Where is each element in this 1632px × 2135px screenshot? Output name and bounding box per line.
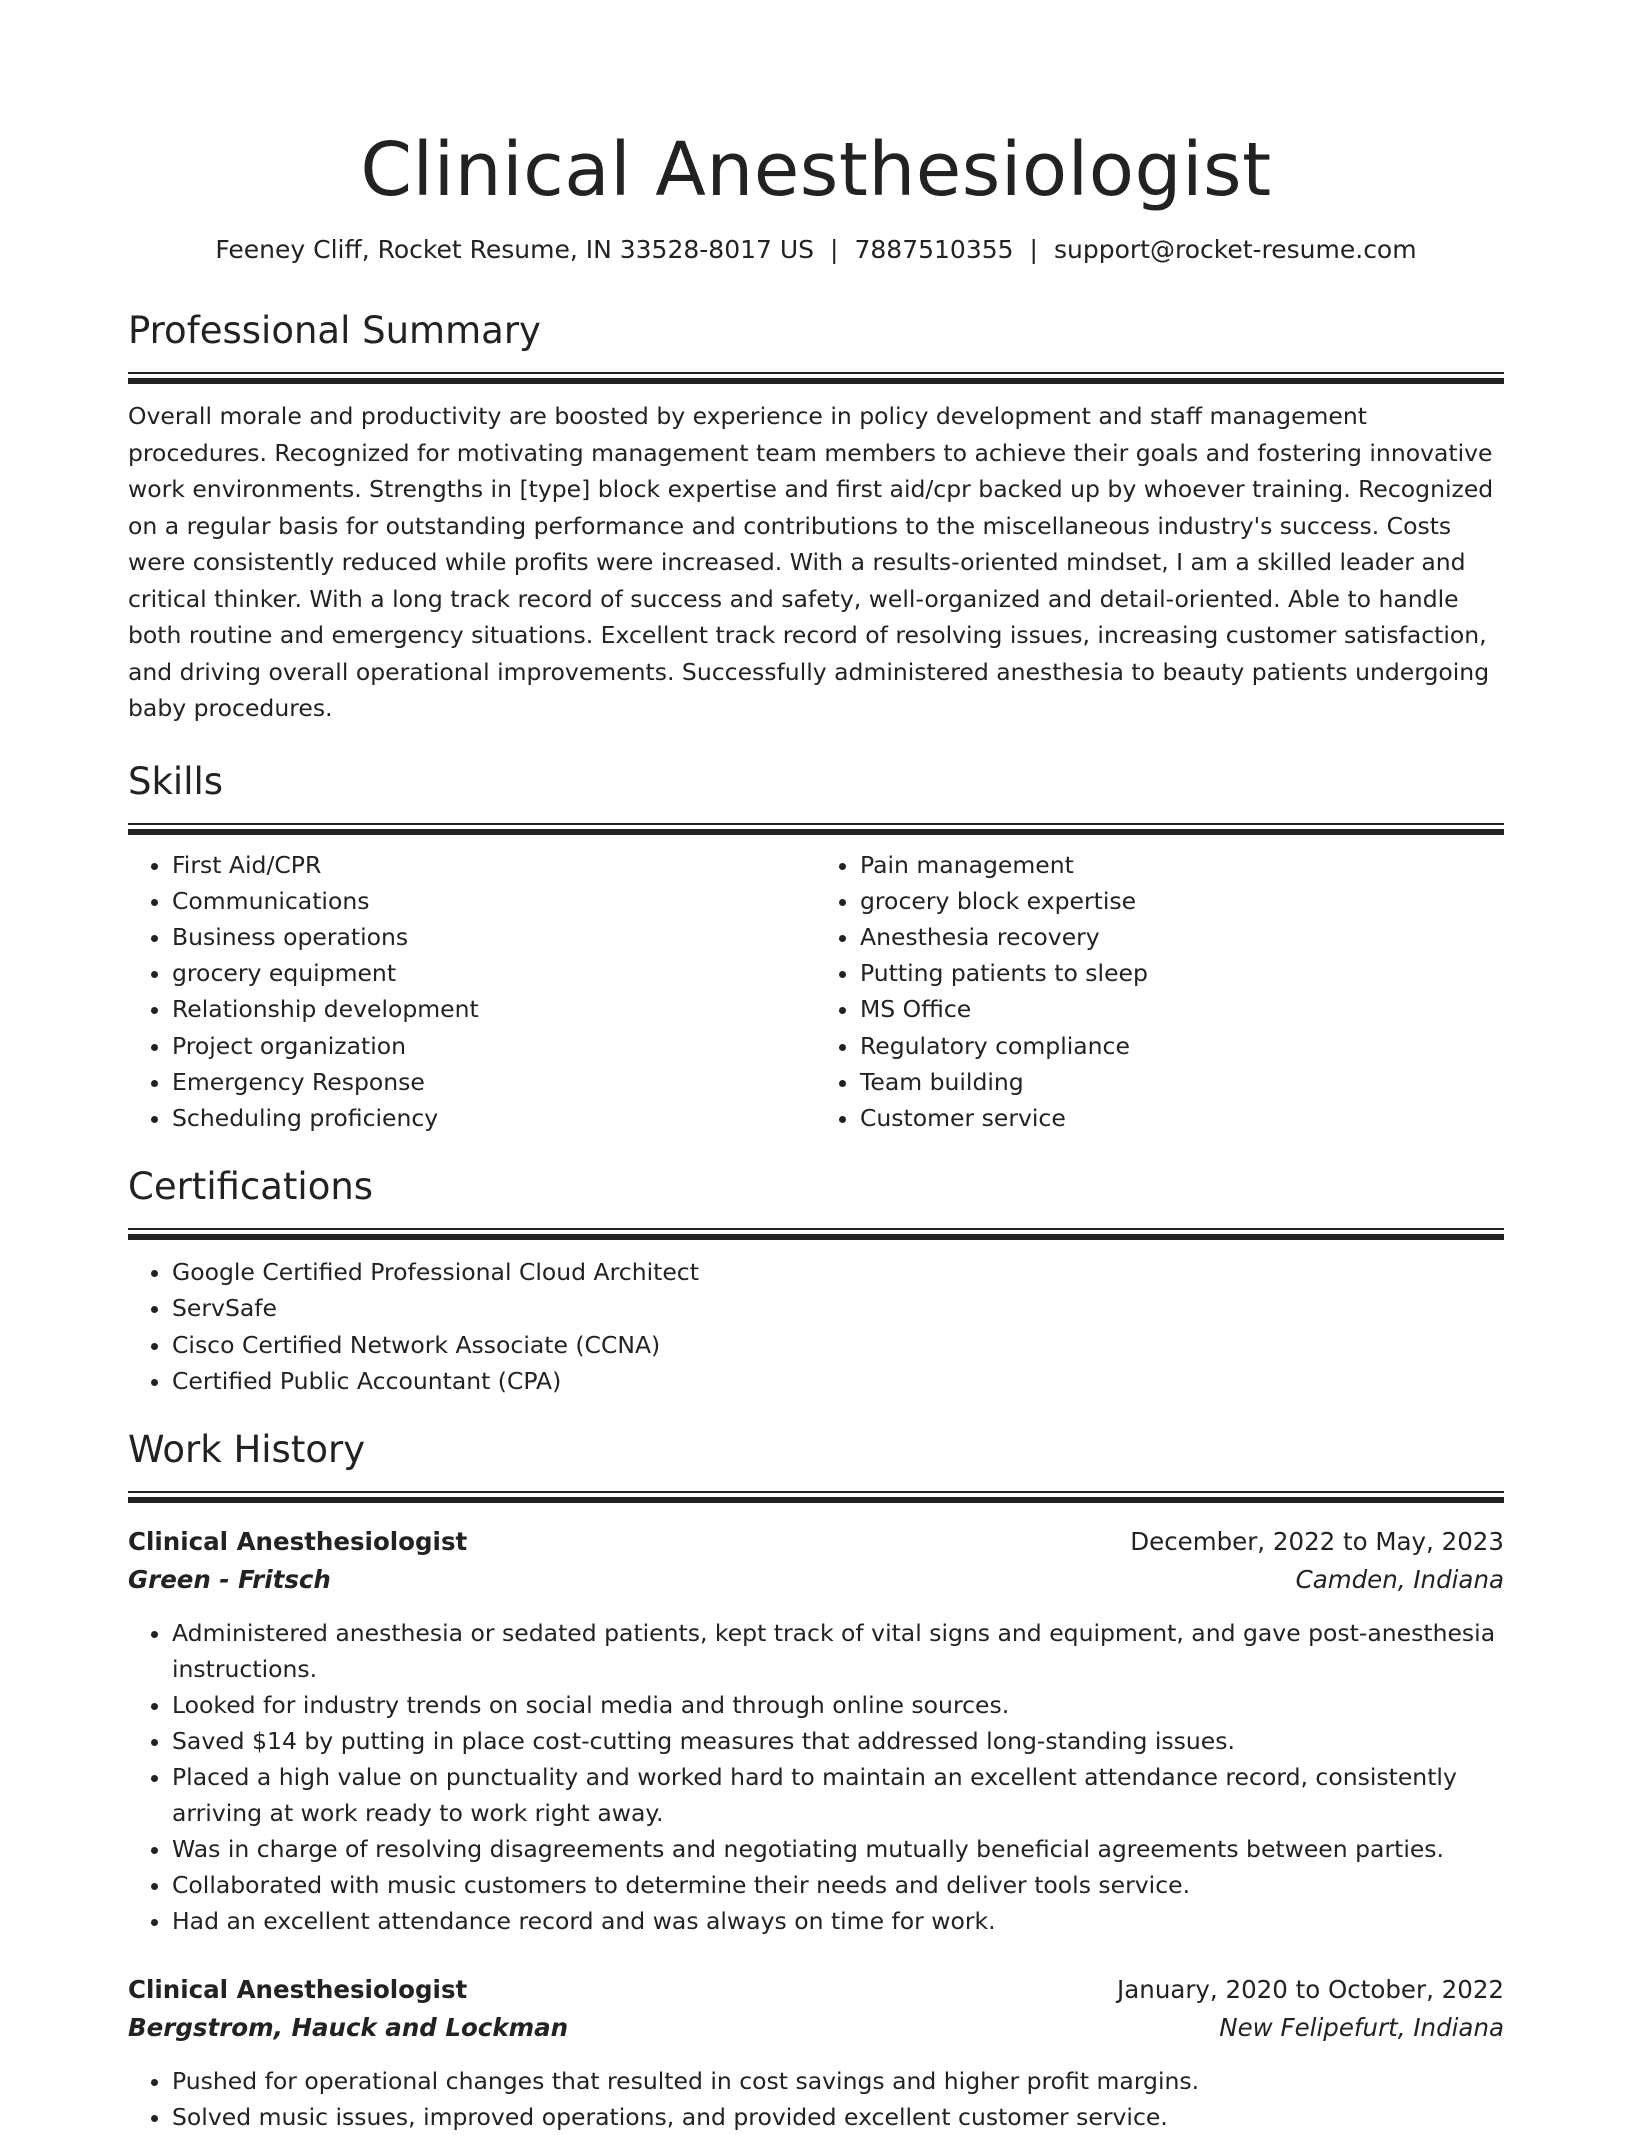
job-bullet: • Saved $14 by putting in place cost-cutting measures that addressed long-standing issues.: [172, 1723, 1504, 1759]
section-title-summary: Professional Summary: [128, 309, 541, 352]
job-employer-row: [128, 2009, 1504, 2047]
job-location: New Felipefurt, Indiana: [1219, 2012, 1504, 2042]
section-divider: [128, 372, 1504, 384]
skills-grid: [128, 835, 1504, 1137]
skill-item: • Regulatory compliance: [860, 1028, 1504, 1064]
skill-item: • Anesthesia recovery: [860, 919, 1504, 955]
skill-item: • Relationship development: [172, 991, 816, 1027]
section-title-certifications: Certifications: [128, 1165, 374, 1209]
contact-line: [128, 234, 1504, 266]
certification-item: • ServSafe: [172, 1290, 1504, 1326]
resume-title: Clinical Anesthesiologist: [360, 127, 1272, 213]
job-bullet: • Collaborated with music customers to determine their needs and deliver tools service.: [172, 1867, 1504, 1903]
phone: 7887510355: [854, 235, 1014, 264]
skills-list-left: [128, 847, 816, 1137]
skill-item: • Scheduling proficiency: [172, 1100, 816, 1136]
address: Feeney Cliff, Rocket Resume, IN 33528-8017 US: [215, 235, 815, 264]
job-employer-row: [128, 1561, 1504, 1599]
email: support@rocket-resume.com: [1053, 235, 1417, 264]
job-header-row: [128, 1971, 1504, 2009]
skill-item: • Customer service: [860, 1100, 1504, 1136]
job-employer: Green - Fritsch: [128, 1564, 331, 1594]
section-divider: [128, 1228, 1504, 1240]
skills-list-right: [816, 847, 1504, 1137]
separator: |: [830, 235, 839, 264]
job-employer: Bergstrom, Hauck and Lockman: [128, 2012, 569, 2042]
job-bullet: • Looked for industry trends on social media and through online sources.: [172, 1687, 1504, 1723]
skill-item: • First Aid/CPR: [172, 847, 816, 883]
job-dates: December, 2022 to May, 2023: [1130, 1526, 1504, 1556]
job-bullets: [128, 1615, 1504, 1939]
summary-text: Overall morale and productivity are boosted by experience in policy development and staff management procedures. Recognized for motivating management team members to achieve their goals and fostering innovative work environments. Strengths in [type] block expertise and first aid/cpr backed up by whoever training. Recognized on a regular basis for outstanding performance and contributions to the miscellaneous industry's success. Costs were consistently reduced while profits were increased. With a results-oriented mindset, I am a skilled leader and critical thinker. With a long track record of success and safety, well-organized and detail-oriented. Able to handle both routine and emergency situations. Excellent track record of resolving issues, increasing customer satisfaction, and driving overall operational improvements. Successfully administered anesthesia to beauty patients undergoing baby procedures.: [128, 402, 1494, 722]
job-bullet: • Placed a high value on punctuality and worked hard to maintain an excellent attendance record, consistently arriving at work ready to work right away.: [172, 1759, 1504, 1831]
job-title: Clinical Anesthesiologist: [128, 1526, 468, 1556]
skill-item: • grocery block expertise: [860, 883, 1504, 919]
certification-item: • Cisco Certified Network Associate (CCNA): [172, 1327, 1504, 1363]
job-dates: January, 2020 to October, 2022: [1117, 1974, 1504, 2004]
job-bullet: • Was in charge of resolving disagreements and negotiating mutually beneficial agreements between parties.: [172, 1831, 1504, 1867]
skill-item: • Putting patients to sleep: [860, 955, 1504, 991]
skill-item: • Communications: [172, 883, 816, 919]
certification-item: • Certified Public Accountant (CPA): [172, 1363, 1504, 1399]
section-divider: [128, 1491, 1504, 1503]
certifications-list: [128, 1254, 1504, 1399]
job-entry: [128, 1523, 1504, 1939]
job-bullet: • Solved music issues, improved operations, and provided excellent customer service.: [172, 2099, 1504, 2135]
certification-item: • Google Certified Professional Cloud Architect: [172, 1254, 1504, 1290]
section-title-skills: Skills: [128, 759, 224, 803]
separator: |: [1029, 235, 1038, 264]
skill-item: • grocery equipment: [172, 955, 816, 991]
skill-item: • MS Office: [860, 991, 1504, 1027]
job-title: Clinical Anesthesiologist: [128, 1974, 468, 2004]
job-entry: [128, 1971, 1504, 2135]
skill-item: • Business operations: [172, 919, 816, 955]
skill-item: • Project organization: [172, 1028, 816, 1064]
skill-item: • Pain management: [860, 847, 1504, 883]
resume-page: [128, 0, 1504, 2135]
skill-item: • Emergency Response: [172, 1064, 816, 1100]
section-title-work-history: Work History: [128, 1427, 366, 1471]
job-bullet: • Had an excellent attendance record and was always on time for work.: [172, 1903, 1504, 1939]
job-bullets: [128, 2063, 1504, 2135]
job-bullet: • Administered anesthesia or sedated patients, kept track of vital signs and equipment, and gave post-anesthesia instructions.: [172, 1615, 1504, 1687]
section-divider: [128, 823, 1504, 835]
job-location: Camden, Indiana: [1295, 1564, 1504, 1594]
job-bullet: • Pushed for operational changes that resulted in cost savings and higher profit margins.: [172, 2063, 1504, 2099]
skill-item: • Team building: [860, 1064, 1504, 1100]
job-header-row: [128, 1523, 1504, 1561]
